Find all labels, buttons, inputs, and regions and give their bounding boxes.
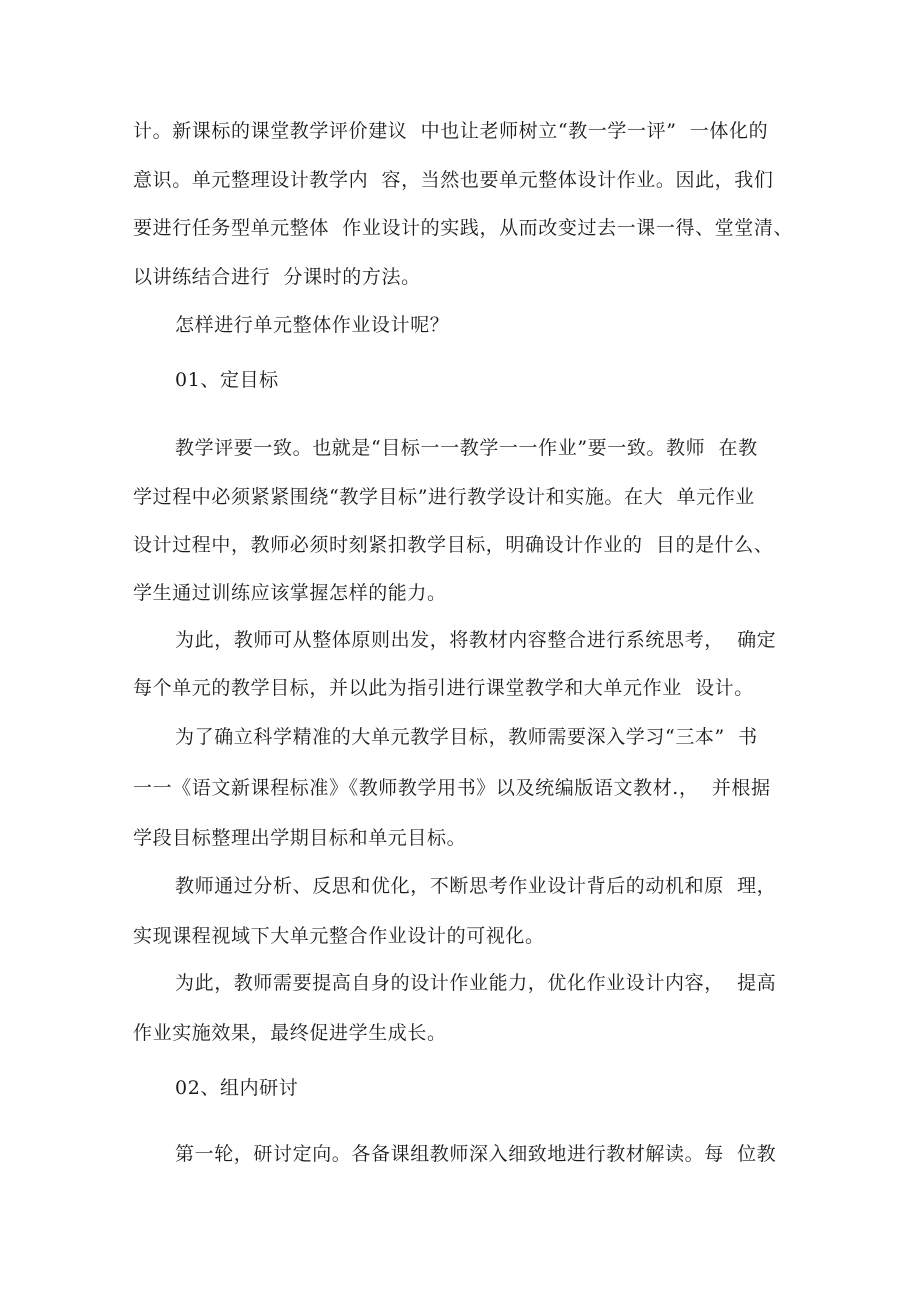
text-line: 实现课程视域下大单元整合作业设计的可视化。 bbox=[133, 925, 545, 947]
text-line: 第一轮，研讨定向。各备课组教师深入细致地进行教材解读。每 位教 bbox=[175, 1143, 777, 1165]
text-line: 要进行任务型单元整体 作业设计的实践，从而改变过去一课一得、堂堂清、 bbox=[133, 217, 794, 239]
text-line: 学段目标整理出学期目标和单元目标。 bbox=[133, 827, 467, 849]
section-heading: 01、定目标 bbox=[175, 369, 279, 391]
text-line: 每个单元的教学目标，并以此为指引进行课堂教学和大单元作业 设计。 bbox=[133, 677, 754, 699]
text-line: 以讲练结合进行 分课时的方法。 bbox=[133, 266, 421, 288]
text-line: 为此，教师需要提高自身的设计作业能力，优化作业设计内容， 提高 bbox=[175, 972, 777, 994]
text-line: 教学评要一致。也就是“目标一一教学一一作业”要一致。教师 在教 bbox=[175, 437, 758, 459]
text-line: 作业实施效果，最终促进学生成长。 bbox=[133, 1022, 447, 1044]
text-line: 意识。单元整理设计教学内 容，当然也要单元整体设计作业。因此，我们 bbox=[133, 169, 774, 191]
text-line: 一一《语文新课程标准》《教师教学用书》以及统编版语文教材.， 并根据 bbox=[133, 777, 771, 799]
text-line: 怎样进行单元整体作业设计呢？ bbox=[175, 314, 450, 336]
section-heading: 02、组内研讨 bbox=[175, 1077, 299, 1099]
text-line: 为此，教师可从整体原则出发，将教材内容整合进行系统思考， 确定 bbox=[175, 629, 777, 651]
text-line: 学生通过训练应该掌握怎样的能力。 bbox=[133, 582, 447, 604]
text-line: 教师通过分析、反思和优化，不断思考作业设计背后的动机和原 理， bbox=[175, 875, 777, 897]
text-line: 为了确立科学精准的大单元教学目标，教师需要深入学习“三本” 书 bbox=[175, 726, 758, 748]
text-line: 计。新课标的课堂教学评价建议 中也让老师树立“教一学一评” 一体化的 bbox=[133, 120, 769, 142]
text-line: 学过程中必须紧紧围绕“教学目标”进行教学设计和实施。在大 单元作业 bbox=[133, 486, 755, 508]
text-line: 设计过程中，教师必须时刻紧扣教学目标，明确设计作业的 目的是什么、 bbox=[133, 534, 774, 556]
